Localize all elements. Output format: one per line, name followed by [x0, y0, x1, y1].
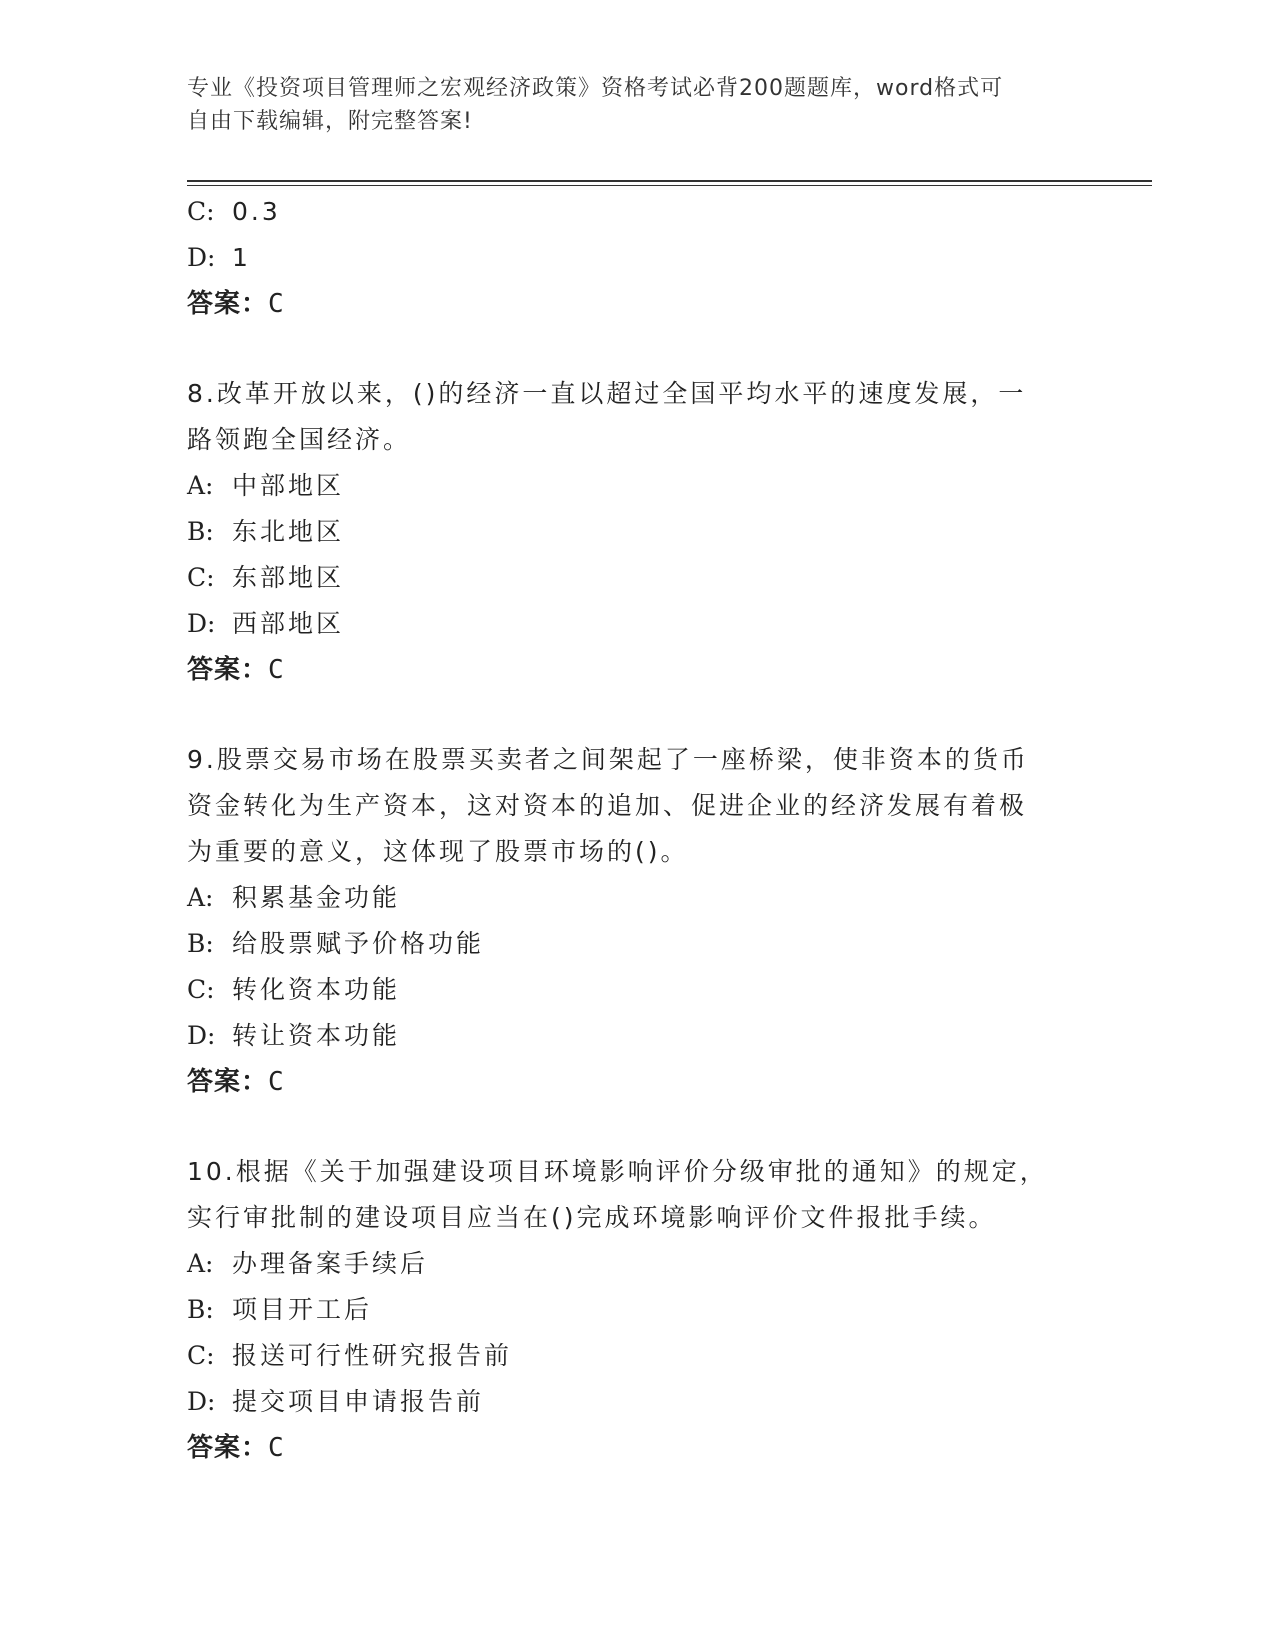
option-letter: D:	[187, 243, 216, 272]
option-letter: B:	[187, 929, 214, 958]
option-c	[187, 967, 1067, 1013]
option-letter: B:	[187, 1295, 214, 1324]
header-line-1: 专业《投资项目管理师之宏观经济政策》资格考试必背200题题库，word格式可	[187, 76, 1004, 101]
answer-label: 答案：	[187, 1067, 269, 1097]
question-text-line: 路领跑全国经济。	[187, 425, 412, 454]
question-text-line: 资金转化为生产资本，这对资本的追加、促进企业的经济发展有着极	[187, 791, 1028, 820]
option-letter: D:	[187, 1387, 216, 1416]
option-letter: C:	[187, 563, 215, 592]
answer-value: C	[268, 655, 285, 685]
option-letter: C:	[187, 975, 215, 1004]
option-a	[187, 463, 1067, 509]
header-rule-thick	[187, 180, 1152, 182]
option-letter: B:	[187, 517, 214, 546]
option-a	[187, 875, 1067, 921]
header-rule-thin	[187, 185, 1152, 186]
option-text: 1	[232, 243, 251, 272]
answer-value: C	[268, 1067, 285, 1097]
option-d	[187, 1013, 1067, 1059]
option-a	[187, 1241, 1067, 1287]
option-text: 给股票赋予价格功能	[232, 929, 485, 958]
partial-question-block	[187, 189, 1067, 327]
question-text-line: 8.改革开放以来，()的经济一直以超过全国平均水平的速度发展，一	[187, 379, 1027, 408]
question-text-line: 9.股票交易市场在股票买卖者之间架起了一座桥梁，使非资本的货币	[187, 745, 1029, 774]
option-letter: A:	[187, 471, 214, 500]
option-d	[187, 601, 1067, 647]
option-text: 东部地区	[232, 563, 345, 592]
answer-label: 答案：	[187, 1433, 269, 1463]
option-letter: A:	[187, 1249, 214, 1278]
answer-line	[187, 1059, 1067, 1105]
option-text: 转让资本功能	[232, 1021, 401, 1050]
page-header	[187, 72, 1067, 138]
spacer	[187, 327, 1067, 371]
document-content	[187, 189, 1067, 1471]
question-8	[187, 371, 1067, 463]
option-text: 报送可行性研究报告前	[232, 1341, 513, 1370]
option-letter: A:	[187, 883, 214, 912]
answer-line	[187, 1425, 1067, 1471]
option-letter: C:	[187, 197, 215, 226]
option-text: 提交项目申请报告前	[232, 1387, 485, 1416]
header-line-2: 自由下载编辑，附完整答案!	[187, 109, 473, 134]
question-text-line: 为重要的意义，这体现了股票市场的()。	[187, 837, 689, 866]
question-9	[187, 737, 1067, 875]
option-b	[187, 1287, 1067, 1333]
answer-label: 答案：	[187, 289, 269, 319]
option-text: 办理备案手续后	[232, 1249, 429, 1278]
answer-value: C	[268, 289, 285, 319]
option-letter: D:	[187, 1021, 216, 1050]
option-c	[187, 189, 1067, 235]
answer-value: C	[268, 1433, 285, 1463]
question-text-line: 实行审批制的建设项目应当在()完成环境影响评价文件报批手续。	[187, 1203, 997, 1232]
option-text: 东北地区	[232, 517, 345, 546]
option-letter: D:	[187, 609, 216, 638]
option-text: 西部地区	[232, 609, 345, 638]
answer-line	[187, 647, 1067, 693]
option-d	[187, 1379, 1067, 1425]
option-text: 转化资本功能	[232, 975, 401, 1004]
option-text: 积累基金功能	[232, 883, 401, 912]
option-text: 0.3	[232, 197, 281, 226]
option-text: 中部地区	[232, 471, 345, 500]
option-b	[187, 921, 1067, 967]
option-b	[187, 509, 1067, 555]
answer-line	[187, 281, 1067, 327]
question-10	[187, 1149, 1067, 1241]
option-letter: C:	[187, 1341, 215, 1370]
question-text-line: 10.根据《关于加强建设项目环境影响评价分级审批的通知》的规定，	[187, 1157, 1048, 1186]
spacer	[187, 693, 1067, 737]
answer-label: 答案：	[187, 655, 269, 685]
option-c	[187, 1333, 1067, 1379]
option-c	[187, 555, 1067, 601]
option-text: 项目开工后	[232, 1295, 373, 1324]
spacer	[187, 1105, 1067, 1149]
option-d	[187, 235, 1067, 281]
